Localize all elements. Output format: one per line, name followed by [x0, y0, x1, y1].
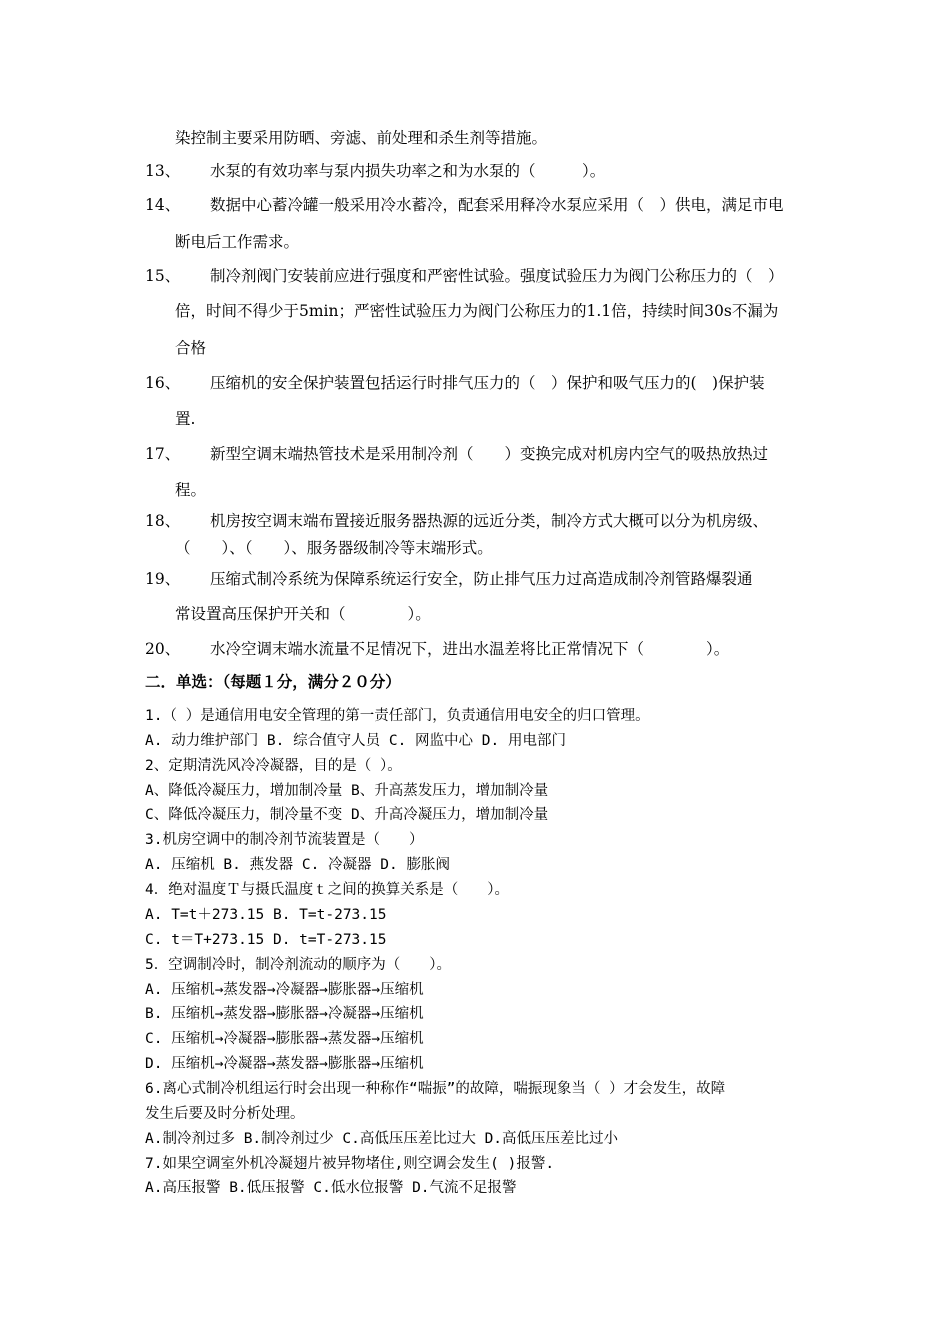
question-16-text-line2: 置.: [175, 410, 196, 428]
question-18-text-line1: 机房按空调末端布置接近服务器热源的远近分类，制冷方式大概可以分为机房级、: [210, 512, 769, 530]
sc-question-4: 4．绝对温度Ｔ与摄氏温度ｔ之间的换算关系是（ ）。: [145, 882, 509, 898]
sc-question-6-line2: 发生后要及时分析处理。: [145, 1106, 305, 1122]
question-19-text-line2: 常设置高压保护开关和（ ）。: [175, 605, 431, 623]
question-18-number: 18、: [145, 512, 181, 530]
question-13-text: 水泵的有效功率与泵内损失功率之和为水泵的（ ）。: [210, 162, 606, 180]
sc-question-4-options-ab: A. T=t＋273.15 B. T=t-273.15: [145, 907, 387, 923]
sc-question-5: 5．空调制冷时，制冷剂流动的顺序为（ ）。: [145, 957, 451, 973]
question-20-number: 20、: [145, 640, 181, 658]
sc-question-2-options-ab: A、降低冷凝压力，增加制冷量 B、升高蒸发压力，增加制冷量: [145, 783, 549, 799]
sc-question-7: 7.如果空调室外机冷凝翅片被异物堵住,则空调会发生( )报警.: [145, 1156, 555, 1172]
question-15-text-line3: 合格: [175, 339, 207, 357]
question-17-number: 17、: [145, 445, 181, 463]
question-14-number: 14、: [145, 196, 181, 214]
question-19-number: 19、: [145, 570, 181, 588]
sc-question-4-options-cd: C. t＝T+273.15 D. t=T-273.15: [145, 932, 387, 948]
sc-question-3-options: A. 压缩机 B. 燕发器 C. 冷凝器 D. 膨胀阀: [145, 857, 450, 873]
question-20-text: 水冷空调末端水流量不足情况下，进出水温差将比正常情况下（ ）。: [210, 640, 730, 658]
question-12-continuation: 染控制主要采用防晒、旁滤、前处理和杀生剂等措施。: [175, 129, 548, 147]
sc-question-1: 1.（ ）是通信用电安全管理的第一责任部门，负责通信用电安全的归口管理。: [145, 708, 650, 724]
question-14-text-line1: 数据中心蓄冷罐一般采用冷水蓄冷，配套采用释冷水泵应采用（ ）供电，满足市电: [210, 196, 784, 214]
question-16-number: 16、: [145, 374, 181, 392]
question-15-text-line1: 制冷剂阀门安装前应进行强度和严密性试验。强度试验压力为阀门公称压力的（ ）: [210, 267, 784, 285]
sc-question-7-options: A.高压报警 B.低压报警 C.低水位报警 D.气流不足报警: [145, 1180, 517, 1196]
sc-question-6-line1: 6.离心式制冷机组运行时会出现一种称作“喘振”的故障，喘振现象当（ ）才会发生，故障: [145, 1081, 726, 1097]
sc-question-6-options: A.制冷剂过多 B.制冷剂过少 C.高低压压差比过大 D.高低压压差比过小: [145, 1131, 619, 1147]
question-17-text-line1: 新型空调末端热管技术是采用制冷剂（ ）变换完成对机房内空气的吸热放热过: [210, 445, 769, 463]
question-16-text-line1: 压缩机的安全保护装置包括运行时排气压力的（ ）保护和吸气压力的( )保护装: [210, 374, 765, 392]
question-18-text-line2: （ ）、（ ）、服务器级制冷等末端形式。: [175, 539, 493, 557]
question-19-text-line1: 压缩式制冷系统为保障系统运行安全，防止排气压力过高造成制冷剂管路爆裂通: [210, 570, 753, 588]
question-15-number: 15、: [145, 267, 181, 285]
sc-question-1-options: A. 动力维护部门 B. 综合值守人员 C. 网监中心 D. 用电部门: [145, 733, 566, 749]
question-14-text-line2: 断电后工作需求。: [175, 233, 300, 251]
sc-question-5-option-d: D. 压缩机→冷凝器→蒸发器→膨胀器→压缩机: [145, 1056, 424, 1072]
sc-question-2-options-cd: C、降低冷凝压力，制冷量不变 D、升高冷凝压力，增加制冷量: [145, 807, 549, 823]
section-heading-single-choice: 二．单选：（每题１分，满分２０分）: [145, 672, 401, 691]
sc-question-3: 3.机房空调中的制冷剂节流装置是（ ）: [145, 832, 424, 848]
sc-question-5-option-c: C. 压缩机→冷凝器→膨胀器→蒸发器→压缩机: [145, 1031, 424, 1047]
sc-question-5-option-b: B. 压缩机→蒸发器→膨胀器→冷凝器→压缩机: [145, 1006, 424, 1022]
sc-question-2: 2、定期清洗风冷冷凝器，目的是（ ）。: [145, 758, 402, 774]
question-17-text-line2: 程。: [175, 481, 207, 499]
question-15-text-line2: 倍，时间不得少于5min；严密性试验压力为阀门公称压力的1.1倍，持续时间30s不漏为: [175, 302, 779, 320]
sc-question-5-option-a: A. 压缩机→蒸发器→冷凝器→膨胀器→压缩机: [145, 982, 424, 998]
question-13-number: 13、: [145, 162, 181, 180]
